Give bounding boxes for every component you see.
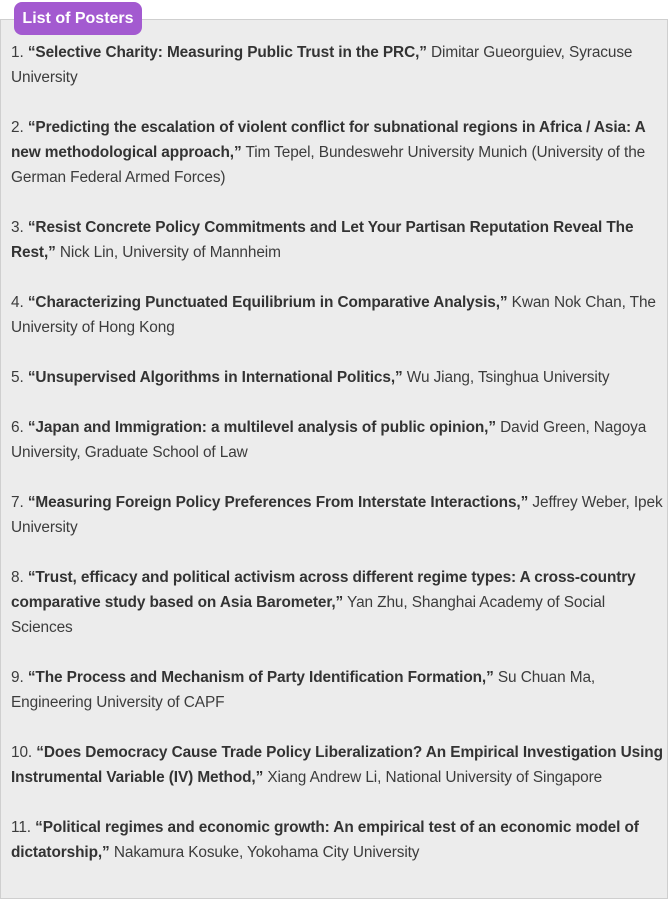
poster-authors: Xiang Andrew Li, National University of Singapore	[267, 769, 603, 786]
list-item	[11, 665, 663, 715]
poster-number: 8.	[11, 569, 24, 586]
poster-authors: Yan Zhu, Shanghai Academy of Social Sciences	[11, 594, 606, 636]
poster-authors: Wu Jiang, Tsinghua University	[406, 369, 610, 386]
poster-title: “Japan and Immigration: a multilevel analysis of public opinion,”	[27, 419, 496, 436]
list-item	[11, 740, 663, 790]
list-item	[11, 215, 663, 265]
list-item	[11, 40, 663, 90]
poster-title: “Measuring Foreign Policy Preferences From Interstate Interactions,”	[27, 494, 529, 511]
poster-title: “Trust, efficacy and political activism across different regime types: A cross-country comparative study based on Asia Barometer,”	[11, 569, 636, 611]
poster-number: 10.	[11, 744, 33, 761]
poster-title: “Resist Concrete Policy Commitments and Let Your Partisan Reputation Reveal The Rest,”	[11, 219, 634, 261]
list-item	[11, 815, 663, 865]
poster-authors: Jeffrey Weber, Ipek University	[11, 494, 663, 536]
list-item	[11, 115, 663, 190]
poster-number: 9.	[11, 669, 24, 686]
poster-number: 7.	[11, 494, 24, 511]
list-item	[11, 415, 663, 465]
poster-authors: Kwan Nok Chan, The University of Hong Kong	[11, 294, 656, 336]
list-item	[11, 565, 663, 640]
list-item	[11, 290, 663, 340]
poster-authors: Nick Lin, University of Mannheim	[59, 244, 281, 261]
poster-authors: Dimitar Gueorguiev, Syracuse University	[11, 44, 633, 86]
poster-list	[11, 40, 663, 890]
poster-authors: Tim Tepel, Bundeswehr University Munich (University of the German Federal Armed Forces)	[11, 144, 646, 186]
poster-number: 1.	[11, 44, 24, 61]
poster-number: 5.	[11, 369, 24, 386]
poster-authors: David Green, Nagoya University, Graduate School of Law	[11, 419, 647, 461]
poster-number: 4.	[11, 294, 24, 311]
poster-number: 11.	[11, 819, 31, 836]
poster-title: “Political regimes and economic growth: An empirical test of an economic model of dictatorship,”	[11, 819, 639, 861]
list-item	[11, 365, 663, 390]
poster-authors: Su Chuan Ma, Engineering University of CAPF	[11, 669, 596, 711]
poster-title: “Does Democracy Cause Trade Policy Liberalization? An Empirical Investigation Using Instrumental Variable (IV) Method,”	[11, 744, 663, 786]
poster-title: “Unsupervised Algorithms in International Politics,”	[27, 369, 403, 386]
poster-number: 6.	[11, 419, 24, 436]
poster-title: “Selective Charity: Measuring Public Trust in the PRC,”	[27, 44, 427, 61]
list-item	[11, 490, 663, 540]
poster-title: “The Process and Mechanism of Party Identification Formation,”	[27, 669, 494, 686]
poster-title: “Characterizing Punctuated Equilibrium in Comparative Analysis,”	[27, 294, 508, 311]
poster-authors: Nakamura Kosuke, Yokohama City University	[113, 844, 420, 861]
list-of-posters-tab[interactable]: List of Posters	[14, 2, 142, 35]
poster-title: “Predicting the escalation of violent conflict for subnational regions in Africa / Asia: A new methodological approach,”	[11, 119, 646, 161]
poster-number: 3.	[11, 219, 24, 236]
poster-number: 2.	[11, 119, 24, 136]
